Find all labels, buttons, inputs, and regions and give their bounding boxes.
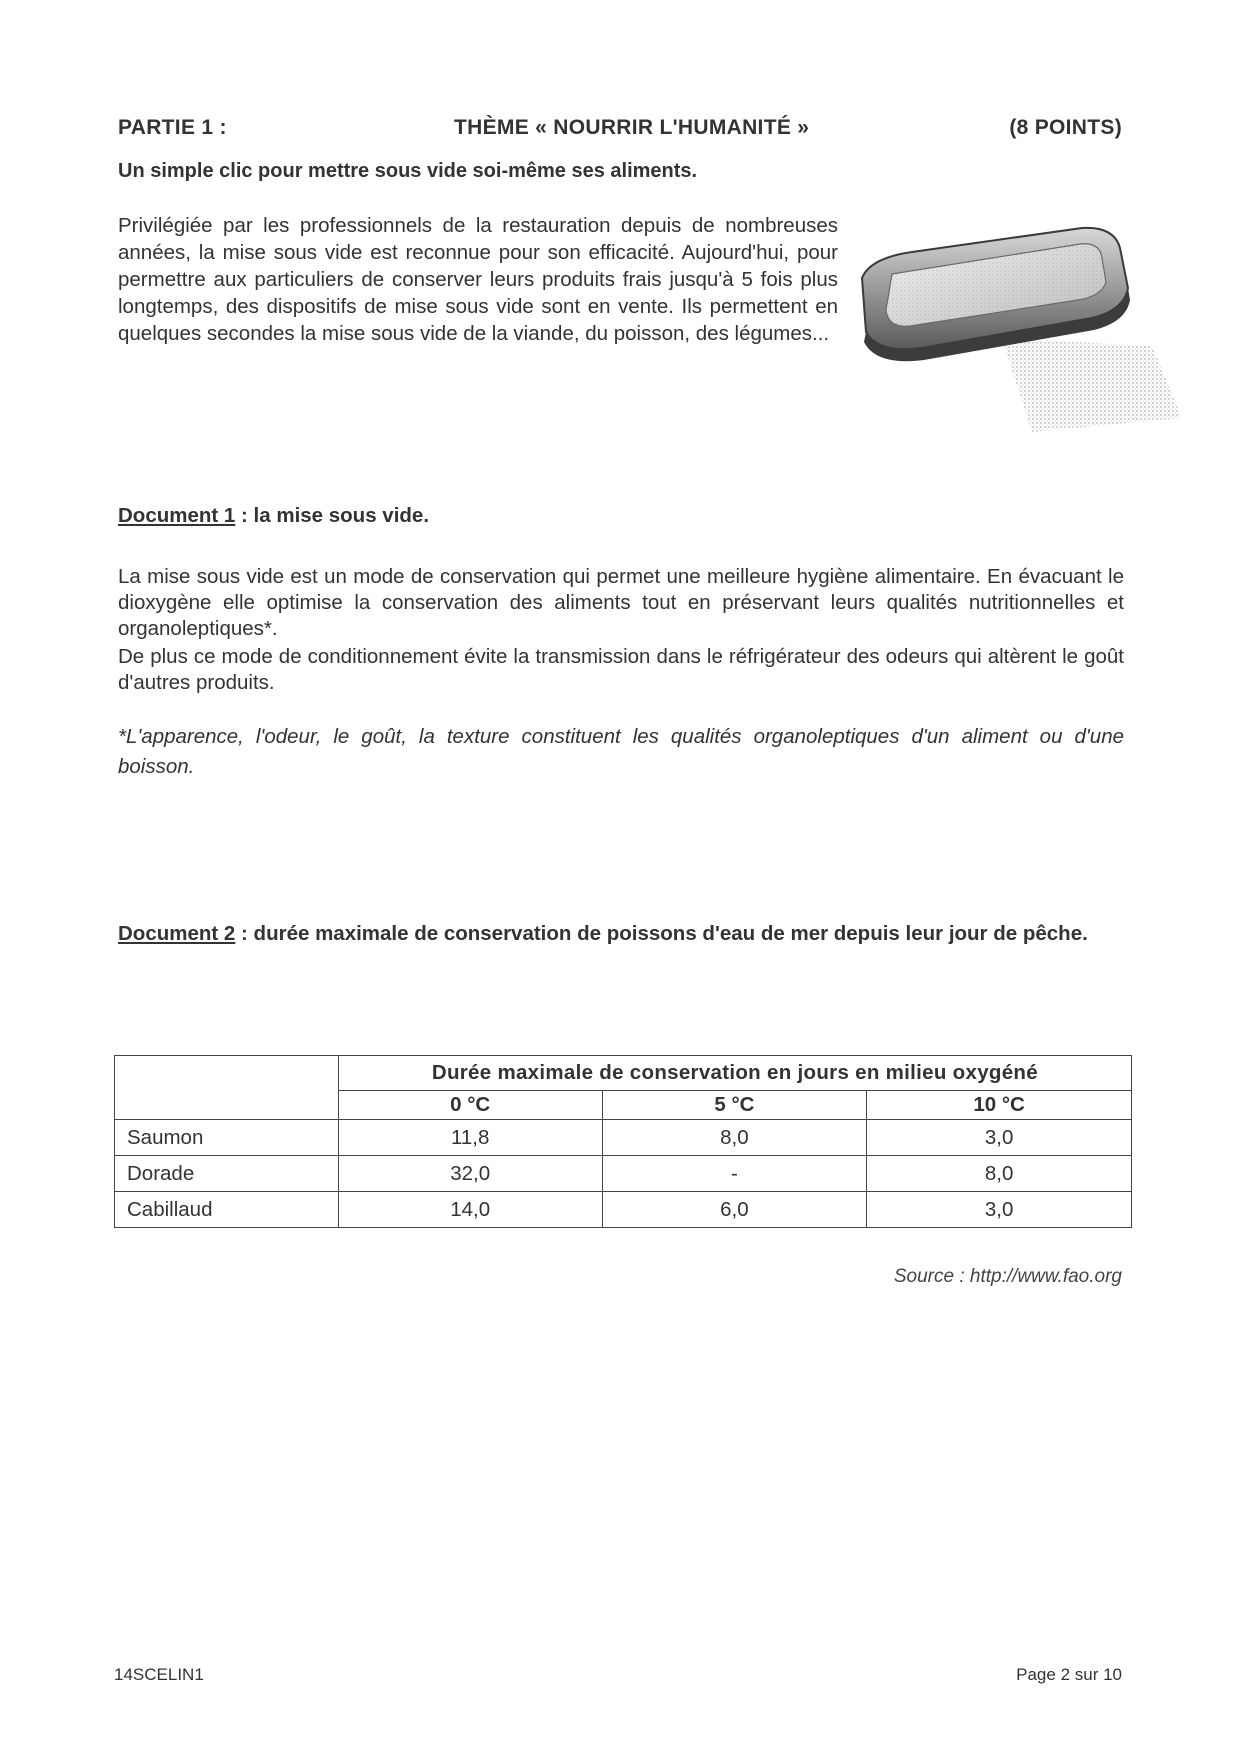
table-cell: 3,0 [867, 1192, 1132, 1228]
table-main-header: Durée maximale de conservation en jours en milieu oxygéné [338, 1056, 1131, 1091]
document1-footnote: *L'apparence, l'odeur, le goût, la texture constituent les qualités organoleptiques d'un aliment ou d'une boisson. [118, 725, 1124, 778]
theme-title: THÈME « NOURRIR L'HUMANITÉ » [454, 116, 810, 139]
page-number: Page 2 sur 10 [1016, 1665, 1122, 1684]
table-corner-cell [115, 1056, 339, 1120]
table-row [115, 1192, 1132, 1228]
table-cell: - [602, 1156, 867, 1192]
table-cell: 8,0 [602, 1120, 867, 1156]
document2-heading [118, 920, 1124, 948]
table-cell: 14,0 [338, 1192, 602, 1228]
temperature-header: 10 °C [867, 1091, 1132, 1120]
table-cell: 6,0 [602, 1192, 867, 1228]
document1-paragraph-2: De plus ce mode de conditionnement évite la transmission dans le réfrigérateur des odeurs qui altèrent le goût d'autres produits. [118, 645, 1124, 694]
document1-heading [118, 504, 429, 528]
temperature-header: 0 °C [338, 1091, 602, 1120]
table-row [115, 1120, 1132, 1156]
bag-shape [1002, 338, 1182, 432]
fish-name: Cabillaud [115, 1192, 339, 1228]
part-label: PARTIE 1 : [118, 116, 227, 139]
vacuum-sealer-image [852, 218, 1190, 440]
document1-label: Document 1 [118, 504, 236, 527]
document2-title: : durée maximale de conservation de poissons d'eau de mer depuis leur jour de pêche. [235, 922, 1088, 945]
table-header-row [115, 1056, 1132, 1091]
fish-name: Saumon [115, 1120, 339, 1156]
fish-name: Dorade [115, 1156, 339, 1192]
points-label: (8 POINTS) [1009, 116, 1122, 139]
table-cell: 8,0 [867, 1156, 1132, 1192]
document1-title: : la mise sous vide. [235, 504, 430, 527]
intro-title: Un simple clic pour mettre sous vide soi-même ses aliments. [118, 160, 698, 182]
source-citation: Source : http://www.fao.org [893, 1266, 1122, 1287]
document2-label: Document 2 [118, 922, 236, 945]
document-code: 14SCELIN1 [114, 1665, 204, 1684]
conservation-table [114, 1055, 1132, 1228]
table-row [115, 1156, 1132, 1192]
table-cell: 11,8 [338, 1120, 602, 1156]
intro-paragraph: Privilégiée par les professionnels de la restauration depuis de nombreuses années, la mise sous vide est reconnue pour son efficacité. Aujourd'hui, pour permettre aux particuliers de conserver leurs produits frais jusqu'à 5 fois plus longtemps, des dispositifs de mise sous vide sont en vente. Ils permettent en quelques secondes la mise sous vide de la viande, du poisson, des légumes... [118, 214, 838, 345]
table-cell: 32,0 [338, 1156, 602, 1192]
table-cell: 3,0 [867, 1120, 1132, 1156]
temperature-header: 5 °C [602, 1091, 867, 1120]
document1-paragraph-1: La mise sous vide est un mode de conservation qui permet une meilleure hygiène alimentaire. En évacuant le dioxygène elle optimise la conservation des aliments tout en préservant leurs qualités nutritionnelles et organoleptiques*. [118, 565, 1124, 640]
